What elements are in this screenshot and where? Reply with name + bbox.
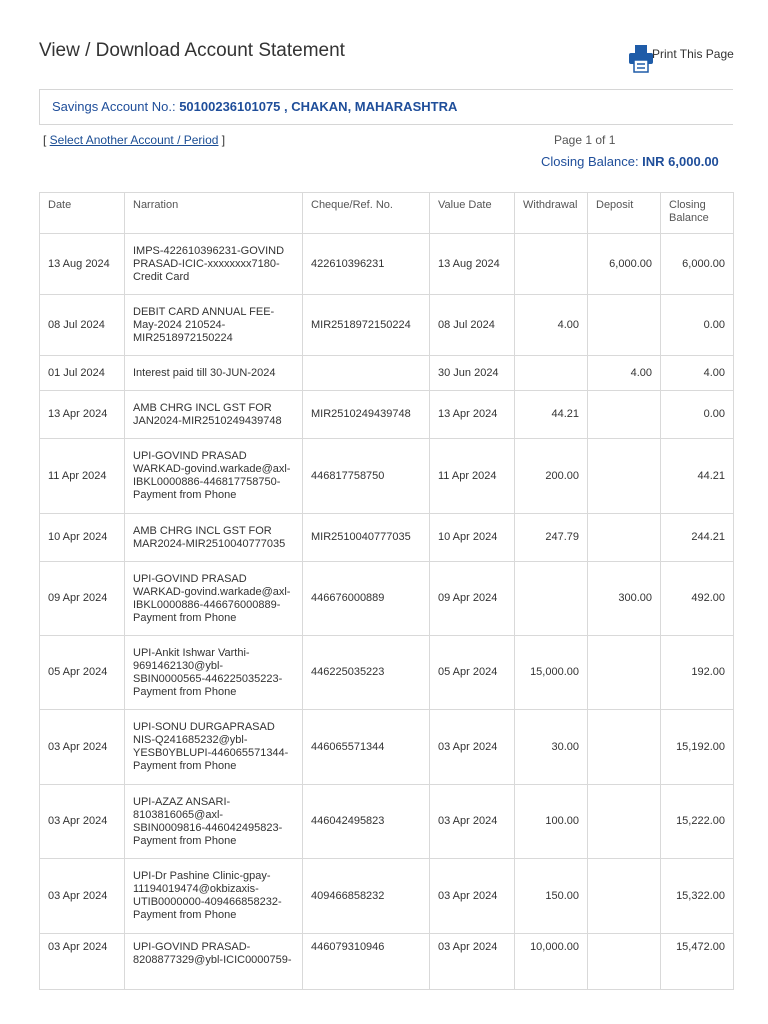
cell-ref: 446079310946	[303, 934, 430, 990]
closing-balance-label: Closing Balance:	[541, 154, 643, 169]
cell-value-date: 05 Apr 2024	[430, 636, 515, 710]
cell-balance: 44.21	[661, 439, 734, 514]
cell-narration: DEBIT CARD ANNUAL FEE-May-2024 210524-MIR2518972150224	[125, 295, 303, 356]
cell-deposit: 4.00	[588, 356, 661, 391]
table-row	[40, 710, 734, 785]
cell-balance: 192.00	[661, 636, 734, 710]
cell-date: 13 Apr 2024	[40, 391, 125, 439]
cell-narration: UPI-GOVIND PRASAD WARKAD-govind.warkade@axl-IBKL0000886-446817758750-Payment from Phone	[125, 439, 303, 514]
cell-balance: 492.00	[661, 562, 734, 636]
cell-ref: 446817758750	[303, 439, 430, 514]
cell-deposit	[588, 859, 661, 934]
cell-withdrawal	[515, 562, 588, 636]
cell-value-date: 13 Apr 2024	[430, 391, 515, 439]
page-indicator: Page 1 of 1	[554, 133, 616, 147]
cell-withdrawal	[515, 356, 588, 391]
cell-deposit	[588, 514, 661, 562]
table-row	[40, 934, 734, 990]
cell-balance: 15,192.00	[661, 710, 734, 785]
column-header-ref: Cheque/Ref. No.	[303, 193, 430, 234]
cell-withdrawal: 10,000.00	[515, 934, 588, 990]
printer-icon	[628, 44, 654, 74]
account-header	[39, 89, 733, 125]
column-header-date: Date	[40, 193, 125, 234]
cell-ref	[303, 356, 430, 391]
cell-value-date: 03 Apr 2024	[430, 859, 515, 934]
account-label: Savings Account No.:	[52, 99, 180, 114]
column-header-closing-balance: Closing Balance	[661, 193, 734, 234]
cell-withdrawal: 100.00	[515, 785, 588, 859]
bracket-open: [	[43, 133, 50, 147]
cell-withdrawal: 30.00	[515, 710, 588, 785]
cell-date: 05 Apr 2024	[40, 636, 125, 710]
cell-withdrawal: 4.00	[515, 295, 588, 356]
page-title: View / Download Account Statement	[39, 40, 345, 61]
cell-ref: 446042495823	[303, 785, 430, 859]
table-row	[40, 391, 734, 439]
cell-balance: 15,472.00	[661, 934, 734, 990]
cell-ref: MIR2510040777035	[303, 514, 430, 562]
cell-deposit	[588, 710, 661, 785]
cell-value-date: 10 Apr 2024	[430, 514, 515, 562]
cell-date: 13 Aug 2024	[40, 234, 125, 295]
cell-withdrawal: 200.00	[515, 439, 588, 514]
cell-date: 01 Jul 2024	[40, 356, 125, 391]
print-page-label: Print This Page	[652, 47, 734, 61]
cell-value-date: 03 Apr 2024	[430, 934, 515, 990]
cell-withdrawal: 150.00	[515, 859, 588, 934]
closing-balance	[541, 154, 719, 169]
column-header-value-date: Value Date	[430, 193, 515, 234]
cell-date: 10 Apr 2024	[40, 514, 125, 562]
cell-withdrawal: 15,000.00	[515, 636, 588, 710]
table-row	[40, 562, 734, 636]
cell-date: 03 Apr 2024	[40, 859, 125, 934]
cell-deposit: 300.00	[588, 562, 661, 636]
cell-ref: 409466858232	[303, 859, 430, 934]
cell-narration: IMPS-422610396231-GOVIND PRASAD-ICIC-xxxxxxxx7180-Credit Card	[125, 234, 303, 295]
table-row	[40, 234, 734, 295]
cell-deposit	[588, 439, 661, 514]
account-value: 50100236101075 , CHAKAN, MAHARASHTRA	[179, 99, 458, 114]
cell-withdrawal: 247.79	[515, 514, 588, 562]
column-header-withdrawal: Withdrawal	[515, 193, 588, 234]
cell-deposit	[588, 295, 661, 356]
cell-date: 11 Apr 2024	[40, 439, 125, 514]
statement-table	[39, 192, 734, 990]
cell-narration: AMB CHRG INCL GST FOR MAR2024-MIR2510040777035	[125, 514, 303, 562]
column-header-narration: Narration	[125, 193, 303, 234]
cell-balance: 0.00	[661, 295, 734, 356]
cell-ref: 446225035223	[303, 636, 430, 710]
cell-date: 03 Apr 2024	[40, 934, 125, 990]
cell-date: 08 Jul 2024	[40, 295, 125, 356]
cell-balance: 244.21	[661, 514, 734, 562]
cell-value-date: 09 Apr 2024	[430, 562, 515, 636]
account-number-line	[52, 99, 457, 114]
cell-date: 09 Apr 2024	[40, 562, 125, 636]
closing-balance-amount: INR 6,000.00	[642, 154, 719, 169]
table-row	[40, 785, 734, 859]
cell-value-date: 13 Aug 2024	[430, 234, 515, 295]
cell-deposit	[588, 391, 661, 439]
table-row	[40, 859, 734, 934]
cell-narration: UPI-Dr Pashine Clinic-gpay-11194019474@okbizaxis-UTIB0000000-409466858232-Payment from Phone	[125, 859, 303, 934]
table-row	[40, 356, 734, 391]
cell-ref: MIR2510249439748	[303, 391, 430, 439]
cell-narration: Interest paid till 30-JUN-2024	[125, 356, 303, 391]
table-row	[40, 295, 734, 356]
cell-balance: 6,000.00	[661, 234, 734, 295]
cell-withdrawal: 44.21	[515, 391, 588, 439]
select-another-account-link[interactable]: Select Another Account / Period	[49, 133, 219, 147]
cell-narration: UPI-GOVIND PRASAD-8208877329@ybl-ICIC0000759-	[125, 934, 303, 990]
print-page-button[interactable]	[628, 44, 738, 76]
cell-balance: 4.00	[661, 356, 734, 391]
cell-narration: UPI-GOVIND PRASAD WARKAD-govind.warkade@axl-IBKL0000886-446676000889-Payment from Phone	[125, 562, 303, 636]
cell-deposit	[588, 785, 661, 859]
select-period-control	[43, 133, 225, 147]
cell-value-date: 11 Apr 2024	[430, 439, 515, 514]
cell-balance: 15,322.00	[661, 859, 734, 934]
cell-withdrawal	[515, 234, 588, 295]
cell-narration: UPI-Ankit Ishwar Varthi-9691462130@ybl-SBIN0000565-446225035223-Payment from Phone	[125, 636, 303, 710]
cell-value-date: 03 Apr 2024	[430, 710, 515, 785]
cell-date: 03 Apr 2024	[40, 785, 125, 859]
cell-ref: 446676000889	[303, 562, 430, 636]
table-header-row	[40, 193, 734, 234]
table-row	[40, 514, 734, 562]
cell-balance: 0.00	[661, 391, 734, 439]
table-row	[40, 439, 734, 514]
cell-value-date: 03 Apr 2024	[430, 785, 515, 859]
cell-ref: MIR2518972150224	[303, 295, 430, 356]
cell-deposit	[588, 636, 661, 710]
cell-value-date: 30 Jun 2024	[430, 356, 515, 391]
cell-narration: UPI-AZAZ ANSARI-8103816065@axl-SBIN0009816-446042495823-Payment from Phone	[125, 785, 303, 859]
cell-date: 03 Apr 2024	[40, 710, 125, 785]
cell-balance: 15,222.00	[661, 785, 734, 859]
cell-deposit	[588, 934, 661, 990]
cell-deposit: 6,000.00	[588, 234, 661, 295]
column-header-deposit: Deposit	[588, 193, 661, 234]
bracket-close: ]	[218, 133, 226, 147]
cell-value-date: 08 Jul 2024	[430, 295, 515, 356]
table-row	[40, 636, 734, 710]
cell-ref: 446065571344	[303, 710, 430, 785]
cell-narration: AMB CHRG INCL GST FOR JAN2024-MIR2510249439748	[125, 391, 303, 439]
cell-ref: 422610396231	[303, 234, 430, 295]
cell-narration: UPI-SONU DURGAPRASAD NIS-Q241685232@ybl-YESB0YBLUPI-446065571344-Payment from Phone	[125, 710, 303, 785]
